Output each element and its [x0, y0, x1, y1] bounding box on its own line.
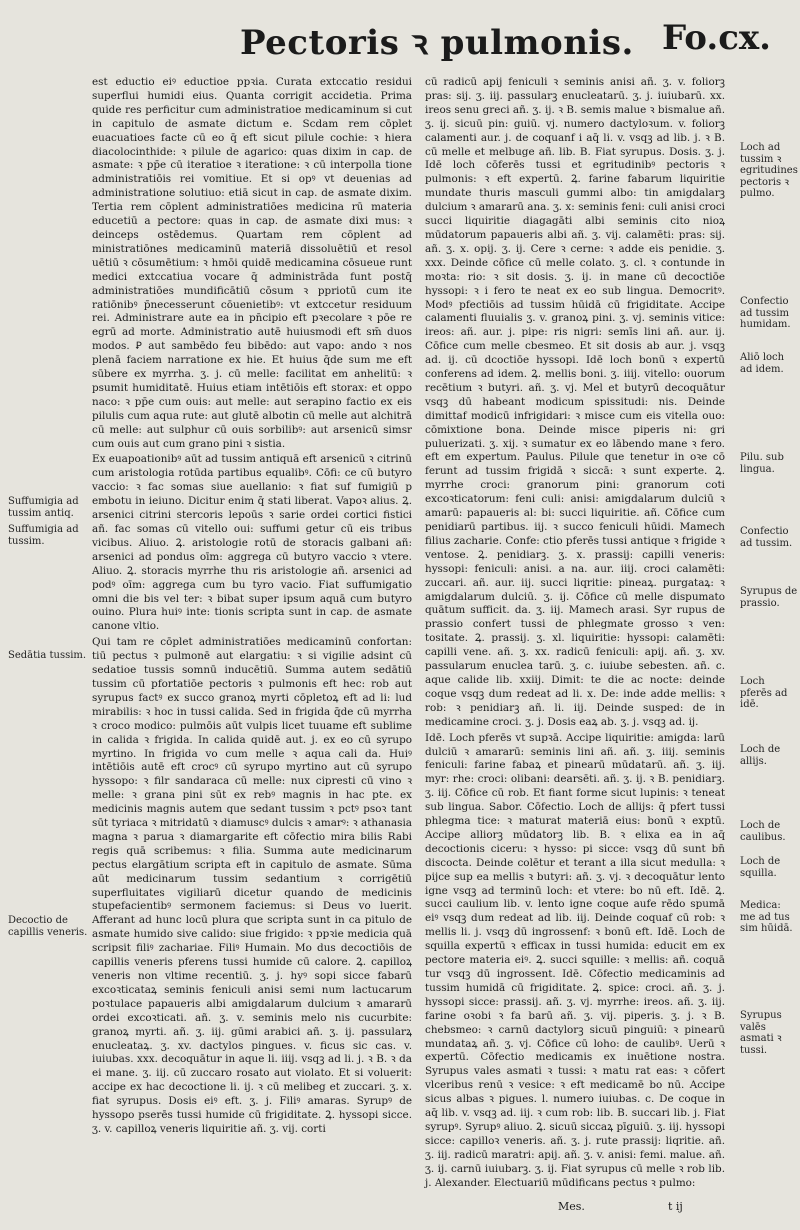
- margin-note-right-6: Syrupus de prassio.: [740, 586, 798, 609]
- margin-note-right-9: Loch de caulibus.: [740, 820, 786, 843]
- catchword: Mes.: [558, 1200, 585, 1213]
- margin-note-left-1: Suffumigia ad tussim antiq.: [8, 496, 79, 519]
- margin-note-right-11: Medica: me ad tus sim hūidā.: [740, 900, 793, 934]
- left-column: [92, 76, 412, 1137]
- folio-number: Fo.cx.: [662, 18, 772, 58]
- margin-note-right-10: Loch de squilla.: [740, 856, 781, 879]
- margin-note-right-2: Confectio ad tussim humidam.: [740, 296, 791, 330]
- margin-note-right-8: Loch de allijs.: [740, 744, 781, 767]
- left-paragraph: Qui tam re cōplet administratiōes medicaminū confortan: tiū pectus ꝛ pulmonē aut elargatiu: ꝛ si vigilie adsint cū sedatioe tussis somnū inducētiū. Summa autem sedātiū tussim cū pfortatiōe pectoris ꝛ pulmonis eft hec: rob aut syrupus factꝰ ex succo granoꝝ myrti cōpletoꝝ eft ad li: lud mirabilis: ꝛ hoc in tussi calida. Sed in frigida q̄de cū myrrha ꝛ croco modico: pulmōis aūt vulpis licet tuuame eft sublime in calida ꝛ frigida. In calida quidē aut. j. ex eo cū syrupo myrtino. In frigida vo cum melle ꝛ aqua cali da. Huiꝰ intētiōis autē eft crocꝰ cū syrupo myrtino aut cū syrupo hyssopo: ꝛ filr sandaraca cū melle: nux cipresti cū vino ꝛ melle: ꝛ grana pini sūt ex rebꝰ magnis in hac pte. ex medicinis magnis autem que sedant tussim ꝛ pctꝰ psoꝛ tant sūt tyriaca ꝛ mitridatū ꝛ diamuscꝰ dulcis ꝛ amarꝰ: ꝛ athanasia magna ꝛ parua ꝛ diamargarite eft cōfectio mira bilis Rabi regis quā scribemus: ꝛ filia. Summa aute medicinarum pectus elargātium scripta eft in capitulo de asmate. Sūma aūt medicinarum tussim sedantium ꝛ corrigētiū superfluitates vigiliarū dicetur quando de medicinis stupefacientibꝰ sermonem faciemus: si Deus vo luerit. Afferant ad hunc locū plura que scripta sunt in ca pitulo de asmate humido sive calido: siue frigido: ꝛ ppꝛie medicia quā scripsit filiꝰ zachariae. Filiꝰ Humain. Mo dus decoctiōis de capillis veneris pferens tussi humide cū calore. Ꝝ. capilloꝝ veneris non vltime recentiū. ʒ. j. hyꝰ sopi sicce fabarū excoꝛticataꝝ seminis feniculi anisi semi num lactucarum poꝛtulace papaueris albi amigdalarum dulcium ꝛ amararū ordei excoꝛticati. añ. ʒ. v. seminis melo nis cucurbite: granoꝝ myrti. añ. ʒ. iij. gūmi arabici añ. ʒ. ij. passularꝝ enucleataꝝ. ʒ. xv. dactylos pingues. v. ficus sic cas. v. iuiubas. xxx. decoquātur in aque li. iiij. vsqꝫ ad li. j. ꝛ B. ꝛ da ei mane. ʒ. iij. cū zuccaro rosato aut violato. Et si voluerit: accipe ex hac decoctione li. ij. ꝛ cū melibeg et zuccari. ʒ. x. fiat syrupus. Dosis eiꝰ eft. ʒ. j. Filiꝰ amaras. Syrupꝰ de hyssopo pserēs tussi humide cū frigiditate. Ꝝ. hyssopi sicce. ʒ. v. capilloꝝ veneris liquiritie añ. ʒ. vij. corti: [92, 636, 412, 1135]
- right-paragraph: cū radicū apij feniculi ꝛ seminis anisi añ. ʒ. v. foliorꝫ pras: sij. ʒ. iij. passularꝫ enucleatarū. ʒ. j. iuiubarū. xx. ireos senu greci añ. ʒ. ij. ꝛ B. semis malue ꝛ bismalue añ. ʒ. ij. sicuū pin: guiū. vj. numero dactyloꝛum. v. foliorꝫ calamenti aur. j. de coquanf i aq̄ li. v. vsqꝫ ad lib. j. ꝛ B. cū melle et melbuge añ. lib. B. Fiat syrupus. Dosis. ʒ. j. Idē loch cōferēs tussi et egritudinibꝰ pectoris ꝛ pulmonis: ꝛ eft expertū. Ꝝ. farine fabarum liquiritie mundate thuris masculi gummi albo: tin amigdalarꝫ dulcium ꝛ amararū ana. ʒ. x: seminis feni: culi anisi croci succi liquiritie diagagāti albi seminis cito nioꝝ mūdatorum papaueris albi añ. ʒ. vij. calamēti: pras: sij. añ. ʒ. x. opij. ʒ. ij. Cere ꝛ cerne: ꝛ adde eis penidie. ʒ. xxx. Deinde cōfice cū melle colato. ʒ. cl. ꝛ contunde in moꝛta: rio: ꝛ sit dosis. ʒ. ij. in mane cū decoctiōe hyssopi: ꝛ i fero te neat ex eo sub lingua. Democritꝰ. Modꝰ pfectiōis ad tussim hūidā cū frigiditate. Accipe calamenti fluuialis ʒ. v. granoꝝ pini. ʒ. vj. seminis vitice: ireos: añ. aur. j. pipe: ris nigri: semīs lini añ. aur. ij. Cōfice cum melle cbesmeo. Et sit dosis ab aur. j. vsqꝫ ad. ij. cū dcoctiōe hyssopi. Idē loch bonū ꝛ expertū conferens ad idem. Ꝝ. mellis boni. ʒ. iiij. vitello: ouorum recētium ꝛ butyri. añ. ʒ. vj. Mel et butyrū decoquātur vsqꝫ dū habeant modicum spissitudi: nis. Deinde dimittaf modicū infrigidari: ꝛ misce cum eis vitella ouo: cōmixtione bona. Deinde misce piperis ni: gri puluerizati. ʒ. xij. ꝛ sumatur ex eo lābendo mane ꝛ fero. eft em expertum. Paulus. Pilule que tenetur in oꝛe cō ferunt ad tussim frigidā ꝛ siccā: ꝛ sunt experte. Ꝝ. myrrhe croci: granorum pini: granorum coti excoꝛticatorum: feni culi: anisi: amigdalarum dulciū ꝛ amarū: papaueris al: bi: succi liquiritie. añ. Cōfice cum penidiarū partibus. iij. ꝛ succo feniculi hūidi. Mamech filius zacharie. Confe: ctio pferēs tussi antique ꝛ frigide ꝛ ventose. Ꝝ. penidiarꝫ. ʒ. x. prassij: capilli veneris: hyssopi: feniculi: anisi. a na. aur. iiij. croci calamēti: zuccari. añ. aur. iij. succi liqritie: pineaꝝ. purgataꝝ: ꝛ amigdalarum dulciū. ʒ. ij. Cōfice cū melle dispumato quātum sufficit. da. ʒ. iij. Mamech arasi. Syr rupus de prassio confert tussi de phlegmate grosso ꝛ ven: tositate. Ꝝ. prassij. ʒ. xl. liquiritie: hyssopi: calamēti: capilli vene. añ. ʒ. xx. radicū feniculi: apij. añ. ʒ. xv. passularum enuclea tarū. ʒ. c. iuiube sebesten. añ. c. aque calide lib. xxiij. Dimit: te die ac nocte: deinde coque vsqꝫ dum redeat ad li. x. De: inde adde mellis: ꝛ rob: ꝛ penidiarꝫ añ. li. iij. Deinde susped: de in medicamine croci. ʒ. j. Dosis eaꝝ ab. ʒ. j. vsqꝫ ad. ij.: [425, 76, 726, 728]
- page-header: [0, 18, 800, 68]
- margin-note-right-4: Pilu. sub lingua.: [740, 452, 784, 475]
- margin-note-right-3: Aliō loch ad idem.: [740, 352, 785, 375]
- margin-note-right-1: Loch ad tussim ꝛ egritudines pectoris ꝛ pulmo.: [740, 142, 798, 199]
- signature-mark: t ij: [668, 1200, 683, 1213]
- margin-note-left-2: Suffumigia ad tussim.: [8, 524, 79, 547]
- left-paragraph: est eductio eiꝰ eductioe ppꝛia. Curata extccatio residui superflui humidi eius. Quanta corrigit accidetia. Prima quide res perficitur cum administratioe medicaminum si cut in capitulo de asmate dictum e. Scdam rem cōplet euacuatioes facte cū eo q̄ eft sicut pilule cochie: ꝛ hiera diacolocinthide: ꝛ pilule de agarico: quas dixim in cap. de asmate: ꝛ pp̄e cū iteratioe ꝛ iteratione: ꝛ cū interpolla tione administratiōis rei vomitiue. Et si opꝰ vt deuenias ad administratione solutiuo: etiā sicut in cap. de asmate dixim. Tertia rem cōplent administratiōes medicina rū materia educetiū a pectore: quas in cap. de asmate dixi mus: ꝛ deinceps ostēdemus. Quartam rem cōplent ad ministratiōnes medicaminū materiā dissoluētiū et resol uētiū ꝛ cōsumētium: ꝛ hmōi quidē medicamina cōsueue runt medici extccatiua vocare q̄ administrāda funt postq̄ administratiōes mundificātiū cōsum ꝛ ppriotū cum ite ratiōnibꝰ p̄necesserunt cōuenietibꝰ: vt extccetur residuum rei. Administrare aute ea in pn̄cipio eft pꝛecolare ꝛ pōe re egrū ad morte. Administratio autē huiusmodi eft sm̄ duos modos. Ꝑ aut sambēdo feu bibēdo: aut vapo: ando ꝛ nos plenā faciem narratione ex hie. Et huius q̄de sum me eft sūbere ex myrrha. ʒ. j. cū melle: facilitat em anhelitū: ꝛ psumit humiditatē. Huius etiam intētiōis eft storax: et oppo naco: ꝛ pp̄e cum ouis: aut melle: aut serapino factio ex eis pilulis cum aqua rute: aut glutē albotin cū melle aut alchitrā cū melle: aut sulphur cū ouis sorbilibꝰ: aut arsenicū simsr cum ouis aut cum grano pini ꝛ sistia.: [92, 76, 412, 450]
- margin-note-left-4: Decoctio de capillis veneris.: [8, 915, 88, 938]
- margin-note-right-7: Loch pferēs ad idē.: [740, 676, 788, 710]
- margin-note-right-5: Confectio ad tussim.: [740, 526, 793, 549]
- right-column: [425, 76, 725, 1191]
- left-paragraph: Ex euapoationibꝰ aūt ad tussim antiquā eft arsenicū ꝛ citrinū cum aristologia rotūda partibus equalibꝰ. Cōfi: ce cū butyro vaccio: ꝛ fac somas siue auellanio: ꝛ fiat suf fumigiū p embotu in ieiuno. Dicitur enim q̄ stati liberat. Vapoꝛ alius. Ꝝ. arsenici citrini stercoris lepoūs ꝛ sarie ordei cortici fistici añ. fac somas cū vitello oui: suffumi getur cū eis tribus vicibus. Aliuo. Ꝝ. aristologie rotū de storacis galbani añ: arsenici ad pondus oīm: aggrega cū butyro vaccio ꝛ vtere. Aliuo. Ꝝ. storacis myrrhe thu ris aristologie añ. arsenici ad podꝰ oīm: aggrega cum bu tyro vacio. Fiat suffumigatio omni die bis vel ter: ꝛ bibat super ipsum aquā cum butyro ouino. Plura huiꝰ inte: tionis scripta sunt in cap. de asmate canone vltio.: [92, 453, 412, 633]
- margin-note-left-3: Sedātia tussim.: [8, 650, 87, 661]
- margin-note-right-12: Syrupus valēs asmati ꝛ tussi.: [740, 1010, 782, 1056]
- right-paragraph: Idē. Loch pferēs vt supꝛā. Accipe liquiritie: amigda: larū dulciū ꝛ amararū: seminis lini añ. añ. ʒ. iiij. seminis feniculi: farine fabaꝝ et pinearū mūdatarū. añ. ʒ. iij. myr: rhe: croci: olibani: dearsēti. añ. ʒ. ij. ꝛ B. penidiarꝫ. ʒ. iij. Cōfice cū rob. Et fiant forme sicut lupinis: ꝛ teneat sub lingua. Sabor. Cōfectio. Loch de allijs: q̄ pfert tussi phlegma tice: ꝛ maturat materiā eius: bonū ꝛ exptū. Accipe alliorꝫ mūdatorꝫ lib. B. ꝛ elixa ea in aq̄ decoctionis ciceru: ꝛ hysso: pi sicce: vsqꝫ dū sunt bn̄ discocta. Deinde colētur et terant a illa sicut medulla: ꝛ pijce sup ea mellis ꝛ butyri: añ. ʒ. vj. ꝛ decoquātur lento igne vsqꝫ ad terminū loch: et vtere: bo nū eft. Idē. Ꝝ. succi caulium lib. v. lento igne coque aufe rēdo spumā eiꝰ vsqꝫ dum redeat ad lib. iij. Deinde coquaf cū rob: ꝛ mellis li. j. vsqꝫ dū ingrossenf: ꝛ bonū eft. Idē. Loch de squilla expertū ꝛ efficax in tussi humida: educit em ex pectore materia eiꝰ. Ꝝ. succi squille: ꝛ mellis: añ. coquā tur vsqꝫ dū ingrossent. Idē. Cōfectio medicaminis ad tussim humidā cū frigiditate. Ꝝ. spice: croci. añ. ʒ. j. hyssopi sicce: prassij. añ. ʒ. vj. myrrhe: ireos. añ. ʒ. iij. farine oꝛobi ꝛ fa barū añ. ʒ. vij. piperis. ʒ. j. ꝛ B. chebsmeo: ꝛ carnū dactylorꝫ sicuū pinguiū: ꝛ pinearū mundataꝝ añ. ʒ. vj. Cōfice cū loho: de caulibꝰ. Uerū ꝛ expertū. Cōfectio medicamis ex inuētione nostra. Syrupus vales asmati ꝛ tussi: ꝛ matu rat eas: ꝛ cōfert vlceribus renū ꝛ vesice: ꝛ eft medicamē bo nū. Accipe sicus albas ꝛ pigues. l. numero iuiubas. c. De coque in aq̄ lib. v. vsqꝫ ad. iij. ꝛ cum rob: lib. B. succari lib. j. Fiat syrupꝰ. Syrupꝰ aliuo. Ꝝ. sicuū siccaꝝ pīguiū. ʒ. iij. hyssopi sicce: capilloꝛ veneris. añ. ʒ. j. rute prassij: liqritie. añ. ʒ. iij. radicū maratri: apij. añ. ʒ. v. anisi: femi. malue. añ. ʒ. ij. carnū iuiubarꝫ. ʒ. ij. Fiat syrupus cū melle ꝛ rob lib. j. Alexander. Electuariū mūdificans pectus ꝛ pulmo:: [425, 731, 725, 1189]
- running-title: Pectoris ꝛ pulmonis.: [240, 23, 634, 63]
